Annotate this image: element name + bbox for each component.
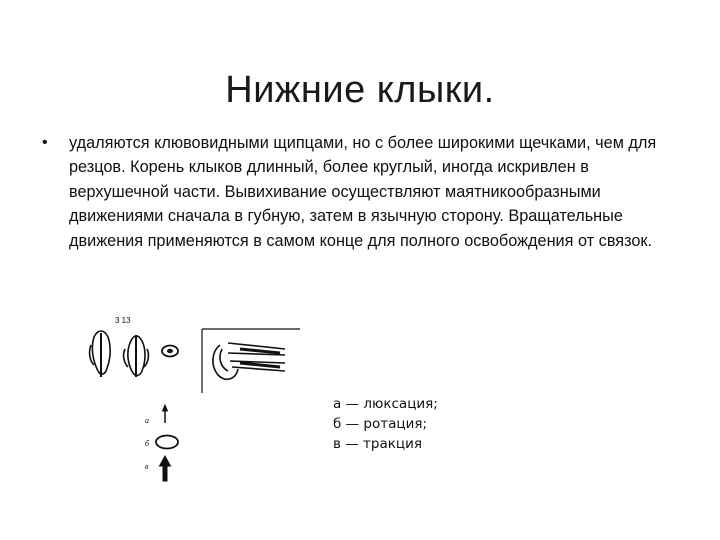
canine-tooth-icon <box>90 331 111 377</box>
forceps-icon <box>213 343 285 379</box>
root-cross-section-icon <box>162 346 178 357</box>
luxation-arrow-icon <box>163 405 168 423</box>
row-label-v: в <box>145 462 149 471</box>
rotation-oval-icon <box>156 436 178 449</box>
row-label-b: б <box>145 439 150 448</box>
row-label-a: а <box>145 416 149 425</box>
extraction-illustration <box>80 305 320 490</box>
legend-item-traction: в — тракция <box>333 436 422 452</box>
legend-item-luxation: а — люксация; <box>333 396 438 412</box>
bullet-text: удаляются клювовидными щипцами, но с более широкими щечками, чем для резцов. Корень клыков длинный, более круглый, иногда искривлен в верхушечной части. Вывихивание осуществляют маятникообразными движениями сначала в губную, затем в язычную сторону. Вращательные движения применяются в самом конце для полного освобождения от связок. <box>69 134 657 250</box>
tooth-in-forceps-icon <box>124 335 149 377</box>
bullet-marker: • <box>42 134 48 151</box>
slide-title: Нижние клыки. <box>225 69 495 112</box>
tooth-number-label: 3 13 <box>115 316 131 325</box>
legend-item-rotation: б — ротация; <box>333 416 428 432</box>
traction-arrow-icon <box>160 456 171 481</box>
legend <box>333 394 438 454</box>
extraction-figure <box>80 305 320 495</box>
